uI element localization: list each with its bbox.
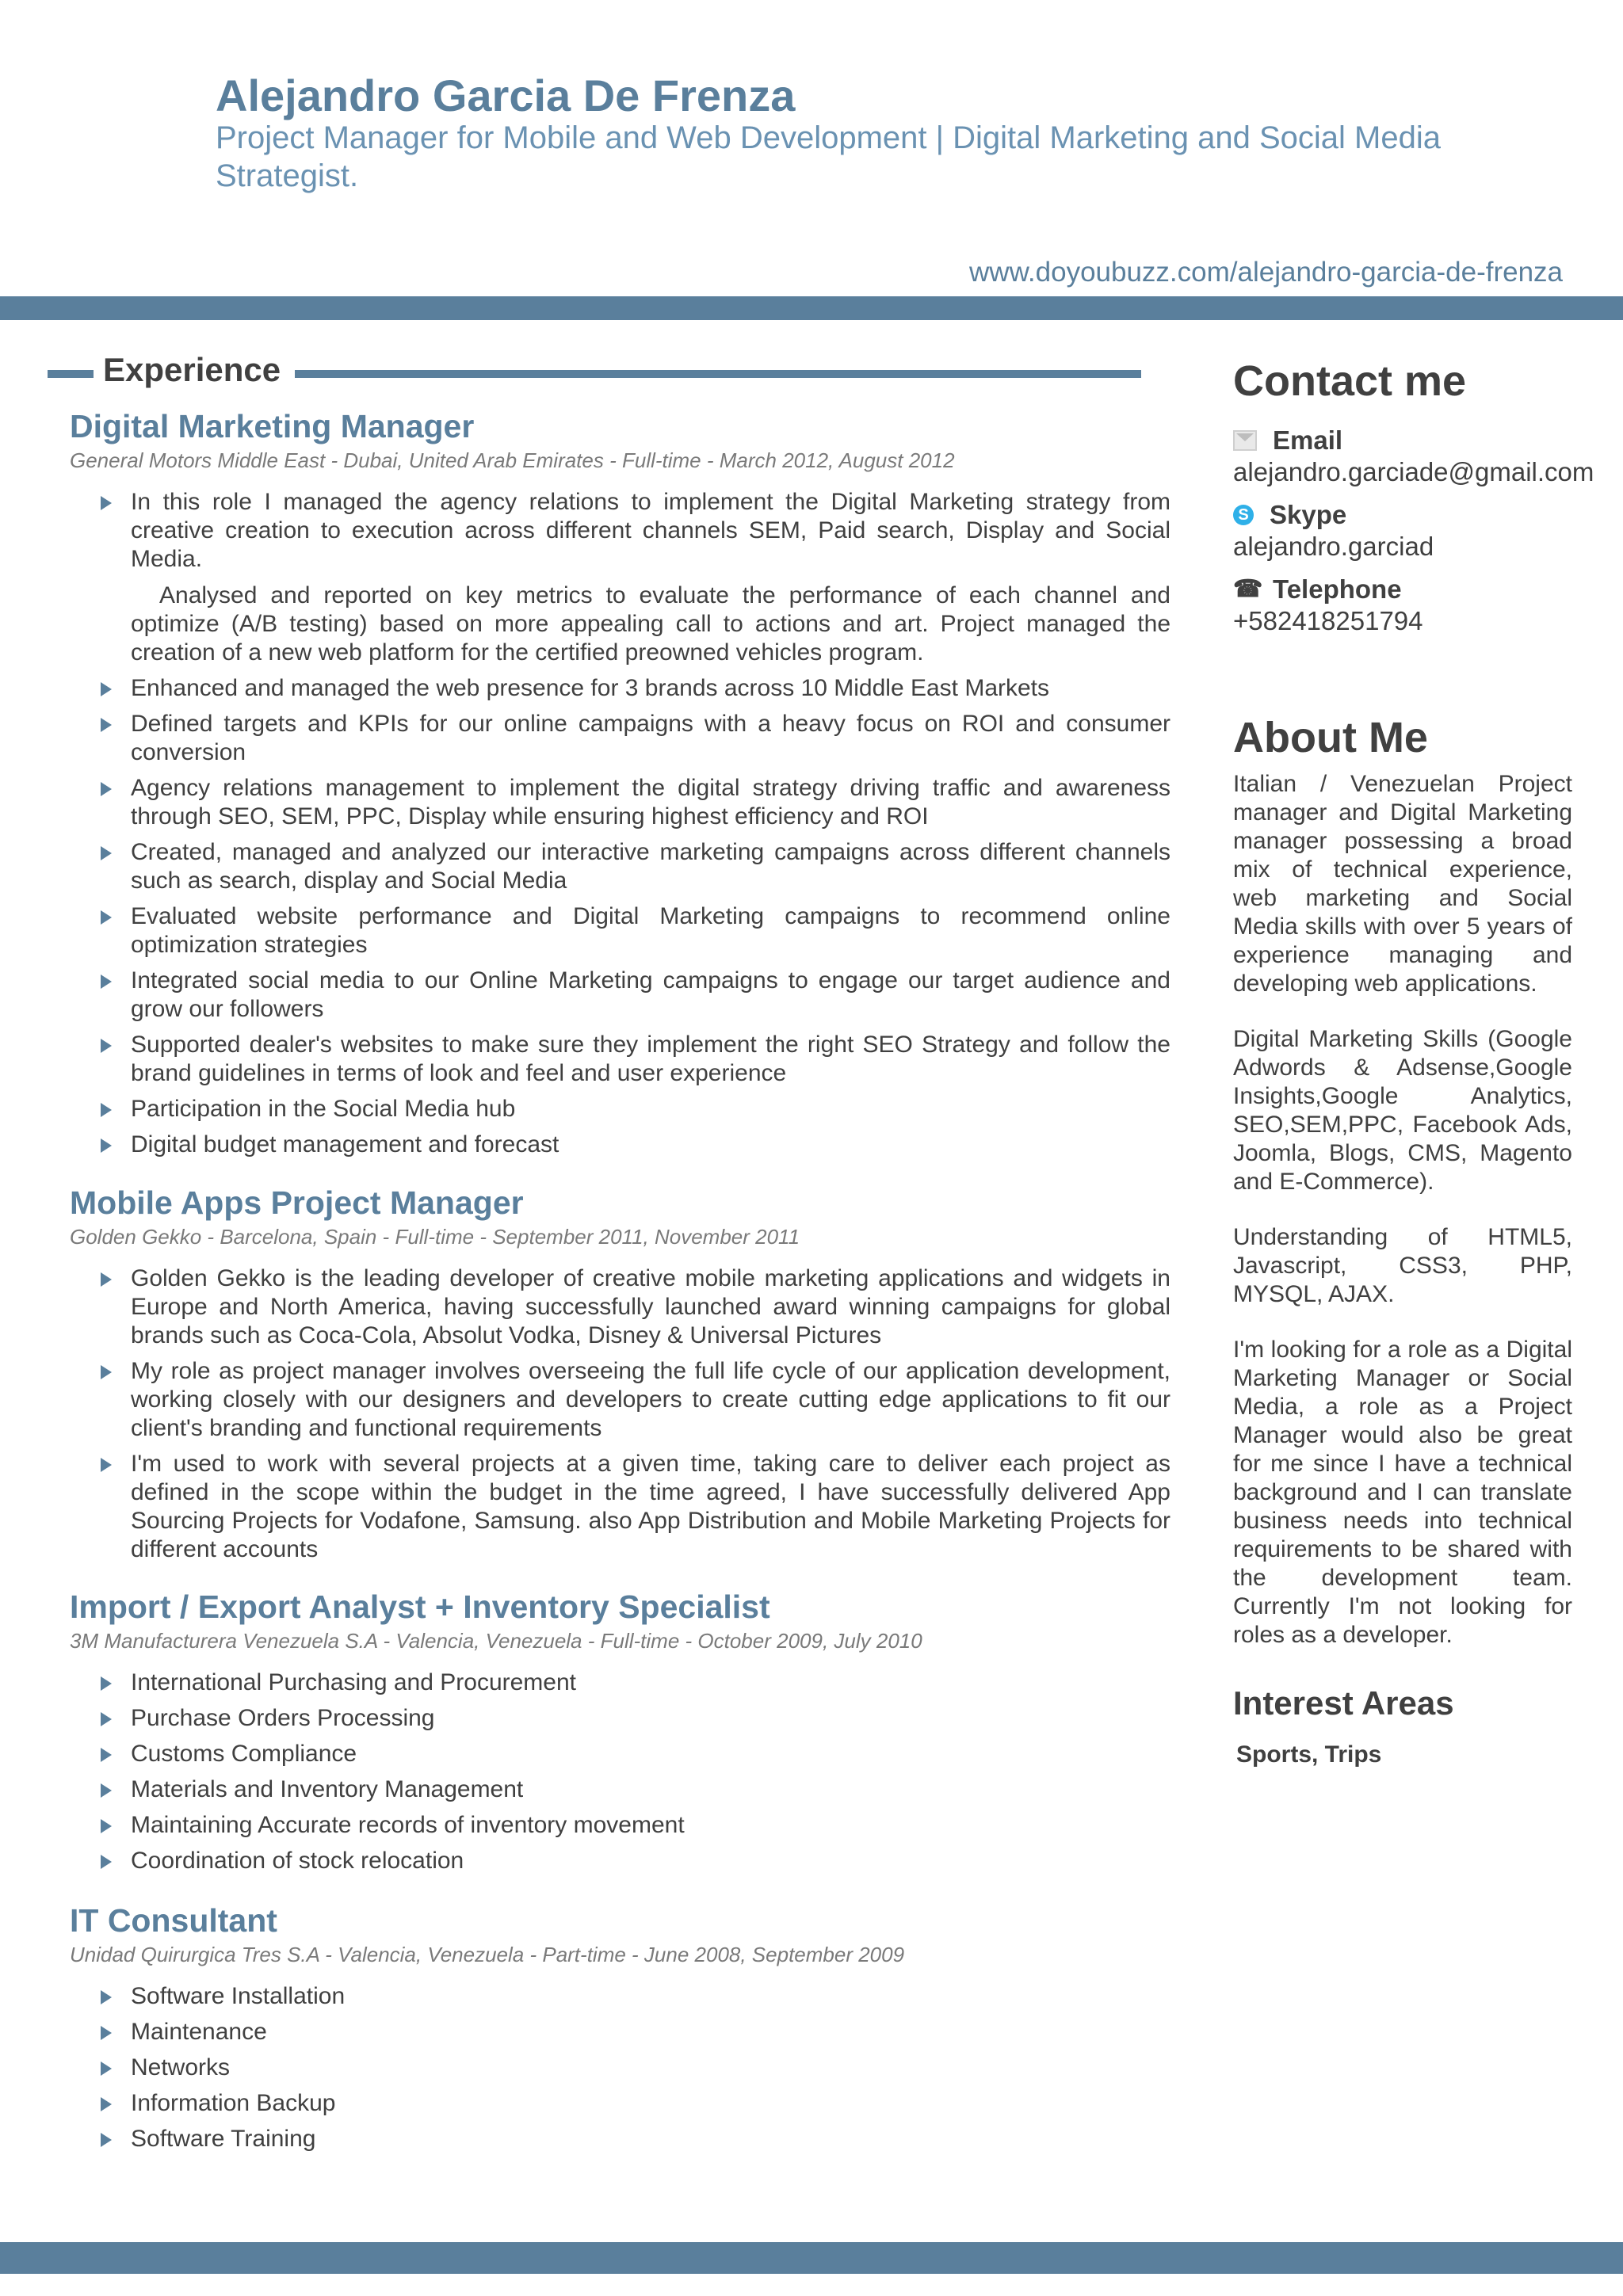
job-entry [70,1182,1171,1571]
skype-label-row [1233,499,1572,531]
job-duties [70,1982,1170,2153]
job-title: Mobile Apps Project Manager [70,1184,524,1221]
list-item-paragraph: Analysed and reported on key metrics to evaluate the performance of each channel and optimize (A/B testing) based on more appealing call to actions and art. Project managed the creation of a new web platform for the certified preowned vehicles program. [131,582,1170,666]
bullet-arrow-icon [101,1365,112,1379]
job-duties [70,488,1170,1159]
bullet-arrow-icon [101,1103,112,1117]
bullet-arrow-icon [101,1819,112,1833]
job-entry [70,1900,1171,2161]
job-title: Digital Marketing Manager [70,408,475,444]
list-item: My role as project manager involves overseeing the full life cycle of our application development, working closely with our designers and developers to create cutting edge applications to fit our client's branding and functional requirements [131,1357,1170,1443]
header-divider-bar [0,296,1623,320]
bullet-arrow-icon [101,718,112,732]
bullet-arrow-icon [101,682,112,696]
email-label: Email [1273,425,1343,455]
email-label-row [1233,425,1572,456]
telephone-icon: ☎ [1233,576,1263,602]
bullet-arrow-icon [101,1138,112,1153]
list-item: Maintaining Accurate records of inventory movement [131,1811,1170,1840]
list-item: Maintenance [131,2018,1170,2046]
list-item: Digital budget management and forecast [131,1131,1170,1159]
list-item: Materials and Inventory Management [131,1775,1170,1804]
job-entry [70,406,1171,1166]
job-meta: Golden Gekko - Barcelona, Spain - Full-time - September 2011, November 2011 [70,1225,800,1249]
job-title: IT Consultant [70,1902,277,1939]
bullet-arrow-icon [101,1990,112,2004]
list-item: Customs Compliance [131,1740,1170,1768]
bullet-arrow-icon [101,782,112,796]
job-title: Import / Export Analyst + Inventory Specialist [70,1589,770,1625]
list-item: Created, managed and analyzed our interactive marketing campaigns across different channels such as search, display and Social Media [131,838,1170,895]
list-item: In this role I managed the agency relations to implement the Digital Marketing strategy from creative creation to execution across different channels SEM, Paid search, Display and Social Media. Analysed and reported on key metrics to evaluate the performance of each channel and optimize (A/B testing) based on more appealing call to actions and art. Project managed the creation of a new web platform for the certified preowned vehicles program. [131,488,1170,667]
bullet-arrow-icon [101,974,112,989]
bullet-arrow-icon [101,496,112,510]
bullet-arrow-icon [101,1748,112,1762]
interests-title: Interest Areas [1233,1684,1454,1722]
list-item: Defined targets and KPIs for our online campaigns with a heavy focus on ROI and consumer conversion [131,710,1170,767]
list-item: Software Installation [131,1982,1170,2011]
interests-value: Sports, Trips [1236,1741,1382,1768]
list-item: Purchase Orders Processing [131,1704,1170,1733]
bullet-arrow-icon [101,2026,112,2040]
list-item: Participation in the Social Media hub [131,1095,1170,1123]
telephone-label: Telephone [1273,574,1402,604]
telephone-value[interactable]: +582418251794 [1233,606,1423,635]
job-duties [70,1264,1170,1564]
bullet-arrow-icon [101,910,112,925]
bullet-arrow-icon [101,2061,112,2076]
heading-rule-left [48,370,94,378]
bullet-arrow-icon [101,1712,112,1726]
bullet-arrow-icon [101,2097,112,2111]
skype-value[interactable]: alejandro.garciad [1233,532,1434,561]
list-item: Software Training [131,2125,1170,2153]
about-title: About Me [1233,714,1428,761]
about-paragraph: Italian / Venezuelan Project manager and Digital Marketing manager possessing a broad mix of technical experience, web marketing and Social Media skills with over 5 years of experience managing and developing web applications. [1233,771,1572,997]
skype-icon: S [1233,505,1254,525]
list-item: Agency relations management to implement the digital strategy driving traffic and awareness through SEO, SEM, PPC, Display while ensuring highest efficiency and ROI [131,774,1170,831]
envelope-icon [1233,430,1257,451]
bullet-arrow-icon [101,846,112,860]
job-meta: General Motors Middle East - Dubai, United Arab Emirates - Full-time - March 2012, August 2012 [70,448,955,472]
list-item: Integrated social media to our Online Marketing campaigns to engage our target audience and grow our followers [131,967,1170,1024]
job-entry [70,1586,1171,1882]
footer-bar [0,2242,1623,2274]
job-duties [70,1669,1170,1875]
sidebar [1233,349,1594,1768]
headline: Project Manager for Mobile and Web Development | Digital Marketing and Social Media Strategist. [216,120,1441,193]
list-item: International Purchasing and Procurement [131,1669,1170,1697]
list-item: Golden Gekko is the leading developer of creative mobile marketing applications and widgets in Europe and North America, having successfully launched award winning campaigns for global brands such as Coca-Cola, Absolut Vodka, Disney & Universal Pictures [131,1264,1170,1350]
email-value[interactable]: alejandro.garciade@gmail.com [1233,457,1594,486]
about-section [1233,770,1572,1650]
job-meta: 3M Manufacturera Venezuela S.A - Valencia, Venezuela - Full-time - October 2009, July 2010 [70,1629,922,1653]
list-item: Networks [131,2054,1170,2082]
bullet-arrow-icon [101,1458,112,1472]
person-name: Alejandro Garcia De Frenza [216,71,796,120]
list-item: Evaluated website performance and Digital Marketing campaigns to recommend online optimization strategies [131,902,1170,959]
resume-header [0,0,1623,322]
list-item: Supported dealer's websites to make sure they implement the right SEO Strategy and follow the brand guidelines in terms of look and feel and user experience [131,1031,1170,1088]
telephone-label-row [1233,574,1572,605]
list-item: Coordination of stock relocation [131,1847,1170,1875]
about-paragraph: Digital Marketing Skills (Google Adwords & Adsense,Google Insights,Google Analytics, SEO,SEM,PPC, Facebook Ads, Joomla, Blogs, CMS, Magento and E-Commerce). [1233,1026,1572,1195]
skype-label: Skype [1270,500,1347,529]
website-link[interactable]: www.doyoubuzz.com/alejandro-garcia-de-frenza [969,257,1563,288]
bullet-arrow-icon [101,1783,112,1798]
about-paragraph: Understanding of HTML5, Javascript, CSS3, PHP, MYSQL, AJAX. [1233,1224,1572,1307]
experience-heading [48,349,1141,391]
section-title: Experience [103,351,281,388]
bullet-arrow-icon [101,2133,112,2147]
contact-title: Contact me [1233,357,1467,405]
bullet-arrow-icon [101,1272,112,1287]
list-item: I'm used to work with several projects at a given time, taking care to deliver each project as defined in the scope within the budget in the time agreed, I have successfully delivered App Sourcing Projects for Vodafone, Samsung. also App Distribution and Mobile Marketing Projects for different accounts [131,1450,1170,1564]
heading-rule-right [295,370,1141,378]
list-item: Information Backup [131,2089,1170,2118]
bullet-arrow-icon [101,1039,112,1053]
bullet-arrow-icon [101,1855,112,1869]
about-paragraph: I'm looking for a role as a Digital Marketing Manager or Social Media, a role as a Project Manager would also be great for me since I have a technical background and I can translate business needs into technical requirements to be shared with the development team. Currently I'm not looking for roles as a developer. [1233,1337,1572,1648]
bullet-arrow-icon [101,1676,112,1691]
job-meta: Unidad Quirurgica Tres S.A - Valencia, Venezuela - Part-time - June 2008, September 2009 [70,1943,905,1966]
list-item: Enhanced and managed the web presence for 3 brands across 10 Middle East Markets [131,674,1170,703]
